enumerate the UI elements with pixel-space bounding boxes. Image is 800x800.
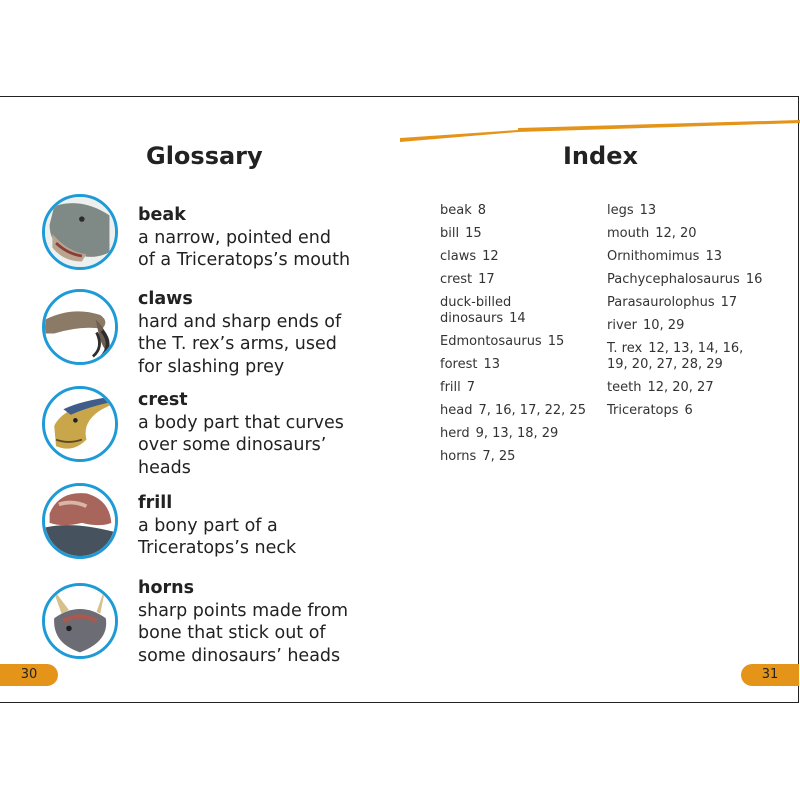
index-term: claws <box>440 249 477 264</box>
index-entry <box>607 249 767 265</box>
index-entry <box>440 334 590 350</box>
index-term: Ornithomimus <box>607 249 700 264</box>
index-entry <box>440 295 590 327</box>
index-column-1 <box>440 203 590 472</box>
index-entry <box>607 226 767 242</box>
index-pages: 7 <box>466 380 476 395</box>
glossary-definition-line: a narrow, pointed end <box>138 227 331 248</box>
index-entry <box>440 426 590 442</box>
index-pages: 12, 20, 27 <box>647 380 714 395</box>
glossary-definition-line: bone that stick out of <box>138 623 326 643</box>
glossary-term: beak <box>138 205 186 225</box>
index-pages: 6 <box>684 403 693 418</box>
glossary-definition-line: hard and sharp ends of <box>138 311 342 332</box>
index-pages: 8 <box>477 203 487 218</box>
index-term: frill <box>440 380 461 395</box>
index-pages: 15 <box>465 226 482 241</box>
index-term: T. rex <box>607 341 643 356</box>
glossary-term: claws <box>138 289 193 309</box>
index-entry <box>607 318 767 334</box>
glossary-entry-horns <box>138 577 378 667</box>
glossary-definition-line: for slashing prey <box>138 356 285 377</box>
glossary-title: Glossary <box>146 142 263 170</box>
glossary-entry-beak <box>138 204 378 272</box>
index-pages: 12, 13, 14, 16, 19, 20, 27, 28, 29 <box>607 341 744 372</box>
glossary-definition-line: some dinosaurs’ heads <box>138 645 341 666</box>
index-pages: 13 <box>705 249 722 264</box>
glossary-entry-claws <box>138 288 378 378</box>
glossary-term: frill <box>138 493 173 513</box>
index-term: herd <box>440 426 470 441</box>
glossary-definition-line: a body part that curves <box>138 412 344 433</box>
index-entry <box>607 341 767 373</box>
index-term: mouth <box>607 226 650 241</box>
index-entry <box>440 226 590 242</box>
index-term: river <box>607 318 637 333</box>
index-entry <box>440 203 590 219</box>
page-number-left: 30 <box>0 664 58 686</box>
index-title: Index <box>563 142 638 170</box>
index-term: horns <box>440 449 477 464</box>
index-term: duck-billed dinosaurs <box>440 295 512 326</box>
index-term: Pachycephalosaurus <box>607 272 740 287</box>
glossary-entry-crest <box>138 389 378 479</box>
index-term: Parasaurolophus <box>607 295 715 310</box>
index-term: legs <box>607 203 634 218</box>
index-entry <box>440 403 590 419</box>
index-pages: 14 <box>509 311 526 326</box>
glossary-term: crest <box>138 390 188 410</box>
index-entry <box>440 272 590 288</box>
index-entry <box>440 249 590 265</box>
index-term: Edmontosaurus <box>440 334 542 349</box>
index-entry <box>440 380 590 396</box>
index-entry <box>607 295 767 311</box>
glossary-definition-line: the T. rex’s arms, used <box>138 334 337 354</box>
index-pages: 7, 25 <box>482 449 516 464</box>
index-term: bill <box>440 226 460 241</box>
index-pages: 16 <box>745 272 763 287</box>
index-pages: 7, 16, 17, 22, 25 <box>478 403 586 418</box>
index-pages: 9, 13, 18, 29 <box>475 426 559 441</box>
index-pages: 17 <box>478 272 495 287</box>
index-term: crest <box>440 272 473 287</box>
glossary-definition-line: a bony part of a <box>138 515 278 536</box>
index-pages: 12, 20 <box>655 226 697 241</box>
glossary-definition-line: sharp points made from <box>138 600 349 621</box>
glossary-definition-line: Triceratops’s neck <box>138 538 297 558</box>
glossary-term: horns <box>138 578 194 598</box>
index-term: beak <box>440 203 472 218</box>
index-term: teeth <box>607 380 642 395</box>
index-entry <box>440 449 590 465</box>
index-column-2 <box>607 203 767 426</box>
claws-image <box>42 289 118 365</box>
glossary-definition-line: of a Triceratops’s mouth <box>138 250 351 270</box>
glossary-definition-line: over some dinosaurs’ <box>138 435 327 455</box>
index-entry <box>607 203 767 219</box>
crest-image <box>42 386 118 462</box>
glossary-entry-frill <box>138 492 378 560</box>
index-entry <box>607 272 767 288</box>
index-pages: 10, 29 <box>643 318 685 333</box>
page-number-right: 31 <box>741 664 799 686</box>
index-entry <box>440 357 590 373</box>
index-term: head <box>440 403 473 418</box>
beak-image <box>42 194 118 270</box>
index-pages: 17 <box>720 295 738 310</box>
index-pages: 13 <box>639 203 657 218</box>
index-pages: 15 <box>547 334 565 349</box>
index-pages: 13 <box>483 357 501 372</box>
index-entry <box>607 403 767 419</box>
frill-image <box>42 483 118 559</box>
index-entry <box>607 380 767 396</box>
index-term: forest <box>440 357 478 372</box>
glossary-definition-line: heads <box>138 457 191 478</box>
horns-image <box>42 583 118 659</box>
index-term: Triceratops <box>607 403 679 418</box>
index-pages: 12 <box>482 249 499 264</box>
